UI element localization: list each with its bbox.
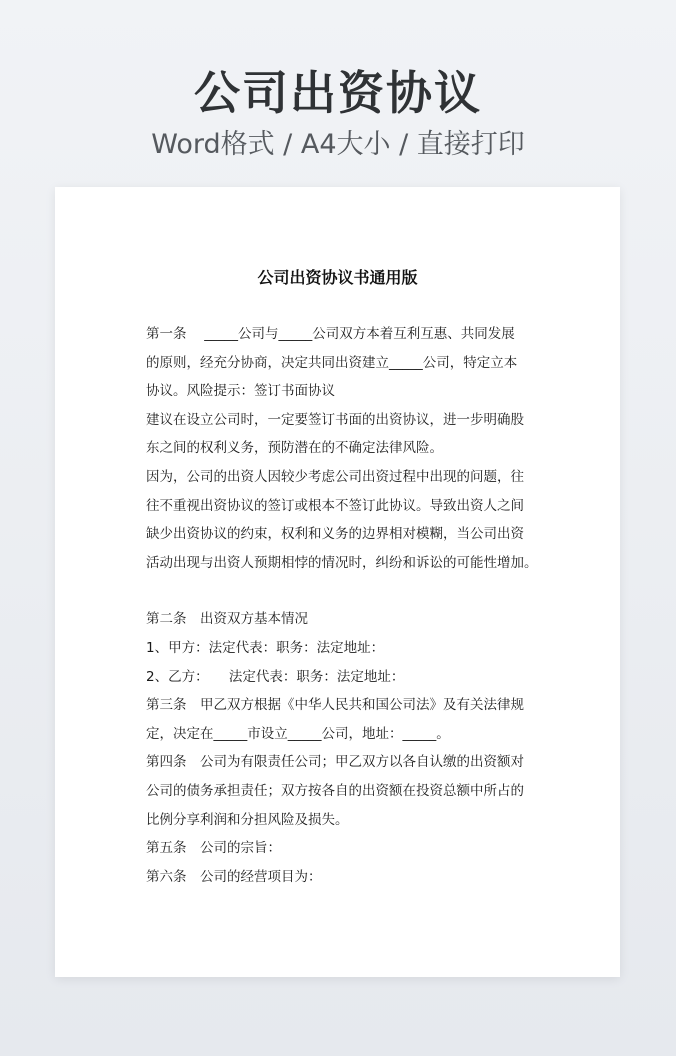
document-line: 往不重视出资协议的签订或根本不签订此协议。导致出资人之间 [146,497,524,514]
document-sheet [55,187,620,977]
document-line: 第一条 _____公司与_____公司双方本着互利互惠、共同发展 [146,326,515,342]
document-line: 1、甲方：法定代表：职务：法定地址： [146,639,385,656]
paragraph-gap [146,577,542,605]
page-title: 公司出资协议 [194,66,482,120]
document-line: 缺少出资协议的约束，权利和义务的边界相对模糊，当公司出资 [146,526,524,543]
document-line: 定，决定在_____市设立_____公司，地址：_____。 [146,725,450,742]
document-line: 比例分享利润和分担风险及损失。 [146,811,349,828]
document-line: 第五条 公司的宗旨： [146,840,281,857]
document-line: 活动出现与出资人预期相悖的情况时，纠纷和诉讼的可能性增加。 [146,554,538,571]
document-line: 因为，公司的出资人因较少考虑公司出资过程中出现的问题，往 [146,468,524,485]
document-line: 建议在设立公司时，一定要签订书面的出资协议，进一步明确股 [146,411,524,428]
document-title: 公司出资协议书通用版 [257,268,418,287]
document-body [146,320,542,891]
document-line: 协议。风险提示：签订书面协议 [146,383,335,400]
document-line: 的原则，经充分协商，决定共同出资建立_____公司，特定立本 [146,354,518,371]
document-line: 东之间的权利义务，预防潜在的不确定法律风险。 [146,440,443,457]
page-header [0,62,676,164]
document-line: 公司的债务承担责任；双方按各自的出资额在投资总额中所占的 [146,782,524,799]
document-line: 第二条 出资双方基本情况 [146,611,308,628]
document-line: 第四条 公司为有限责任公司；甲乙双方以各自认缴的出资额对 [146,754,524,771]
document-line: 第六条 公司的经营项目为： [146,868,322,885]
page-subtitle: Word格式 / A4大小 / 直接打印 [151,129,525,160]
document-line: 第三条 甲乙双方根据《中华人民共和国公司法》及有关法律规 [146,697,524,714]
document-line: 2、乙方： 法定代表：职务：法定地址： [146,668,405,685]
